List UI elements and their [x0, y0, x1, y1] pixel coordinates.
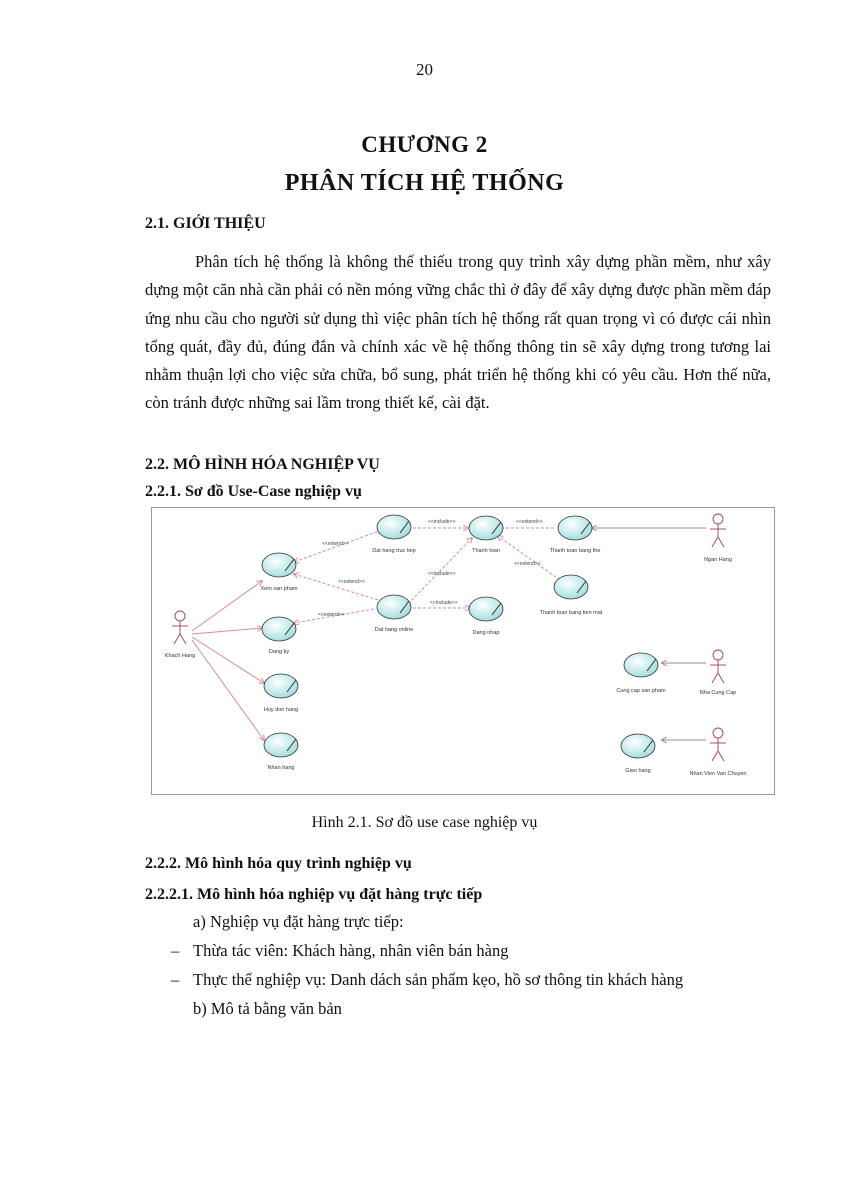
svg-text:Thanh toan: Thanh toan — [472, 548, 500, 554]
svg-text:Dat hang truc tiep: Dat hang truc tiep — [372, 548, 416, 554]
use-case-view-products — [261, 553, 298, 592]
section-2-1-heading: 2.1. GIỚI THIỆU — [145, 215, 266, 232]
chapter-title: PHÂN TÍCH HỆ THỐNG — [284, 170, 565, 196]
svg-text:Dang ky: Dang ky — [268, 649, 290, 655]
use-case-pay-cash — [540, 575, 603, 616]
actor-supplier — [710, 650, 726, 683]
bullet-2 — [171, 970, 683, 990]
stereotype-extend-5: <<extend>> — [514, 561, 541, 567]
svg-text:Dat hang online: Dat hang online — [374, 627, 414, 633]
svg-text:Thanh toan bang the: Thanh toan bang the — [549, 548, 601, 554]
bullet-dash: – — [171, 970, 180, 989]
use-case-diagram-svg — [152, 508, 774, 794]
svg-text:Xem san pham: Xem san pham — [260, 586, 298, 592]
use-case-order-online — [375, 595, 414, 633]
stereotype-extend-1: <<extend>> — [322, 541, 349, 547]
svg-text:Dang nhap: Dang nhap — [472, 630, 500, 636]
use-case-register — [262, 617, 296, 655]
bullet-dash: – — [171, 941, 180, 960]
section-2-1-paragraph: Phân tích hệ thống là không thể thiếu trong quy trình xây dựng phần mềm, như xây dựng một căn nhà cần phải có nền móng vững chắc thì ở đây để xây dựng được phần mềm đáp ứng nhu cầu cho người sử dụng thì việc phân tích hệ thống rất quan trọng vì có được cái nhìn tổng quát, đầy đủ, đúng đắn và chính xác về hệ thống thông tin sẽ xây dựng trong tương lai nhằm thuận lợi cho việc sửa chữa, bổ sung, phát triển hệ thống khi có yêu cầu. Hơn thế nữa, còn tránh được những sai lầm trong thiết kế, cài đặt. — [145, 252, 771, 413]
stereotype-include-1: <<include>> — [428, 519, 456, 525]
use-case-order-direct — [372, 515, 415, 554]
actor-bank — [710, 514, 726, 547]
actor-supplier-label: Nha Cung Cap — [699, 690, 737, 696]
figure-caption: Hình 2.1. Sơ đồ use case nghiệp vụ — [311, 814, 538, 831]
svg-text:Cung cap san pham: Cung cap san pham — [616, 688, 666, 694]
actor-shipper — [710, 728, 726, 761]
actor-customer — [172, 611, 188, 644]
svg-text:Giao hang: Giao hang — [625, 768, 651, 774]
use-case-receive-goods — [264, 733, 298, 771]
customer-associations — [192, 581, 264, 740]
chapter-label: CHƯƠNG 2 — [361, 132, 488, 157]
section-2-2-2-heading: 2.2.2. Mô hình hóa quy trình nghiệp vụ — [145, 855, 412, 872]
use-case-delivery — [621, 734, 655, 774]
section-2-2-2-1-heading: 2.2.2.1. Mô hình hóa nghiệp vụ đặt hàng trực tiếp — [145, 886, 483, 903]
stereotype-extend-2: <<extend>> — [338, 579, 365, 585]
use-case-pay-card — [550, 516, 601, 554]
use-case-diagram — [151, 507, 775, 795]
svg-text:Huy don hang: Huy don hang — [263, 707, 299, 713]
section-2-2-1-heading: 2.2.1. Sơ đồ Use-Case nghiệp vụ — [145, 483, 362, 500]
section-2-2-heading: 2.2. MÔ HÌNH HÓA NGHIỆP VỤ — [145, 456, 380, 473]
item-b: b) Mô tả bằng văn bản — [193, 999, 342, 1018]
svg-text:Nhan hang: Nhan hang — [267, 765, 295, 771]
bullet-2-text: Thực thể nghiệp vụ: Danh dách sản phẩm kẹo, hồ sơ thông tin khách hàng — [193, 970, 684, 989]
use-case-payment — [469, 516, 503, 554]
use-case-supply-products — [616, 653, 666, 694]
stereotype-extend-4: <<extend>> — [516, 519, 543, 525]
page-number: 20 — [416, 60, 433, 79]
svg-text:Thanh toan bang tien mat: Thanh toan bang tien mat — [539, 610, 603, 616]
item-a: a) Nghiệp vụ đặt hàng trực tiếp: — [193, 912, 404, 931]
stereotype-include-3: <<include>> — [430, 600, 458, 606]
bullet-1 — [171, 941, 508, 961]
use-case-login — [469, 597, 503, 636]
actor-bank-label: Ngan Hang — [704, 557, 732, 563]
actor-customer-label: Khach Hang — [164, 653, 196, 659]
stereotype-include-2: <<include>> — [428, 571, 456, 577]
actor-shipper-label: Nhan Vien Van Chuyen — [689, 771, 747, 777]
actor-associations — [592, 528, 706, 740]
bullet-1-text: Thừa tác viên: Khách hàng, nhân viên bán hàng — [193, 941, 509, 960]
use-case-cancel-order — [264, 674, 298, 713]
stereotype-extend-3: <<extend>> — [318, 612, 345, 618]
